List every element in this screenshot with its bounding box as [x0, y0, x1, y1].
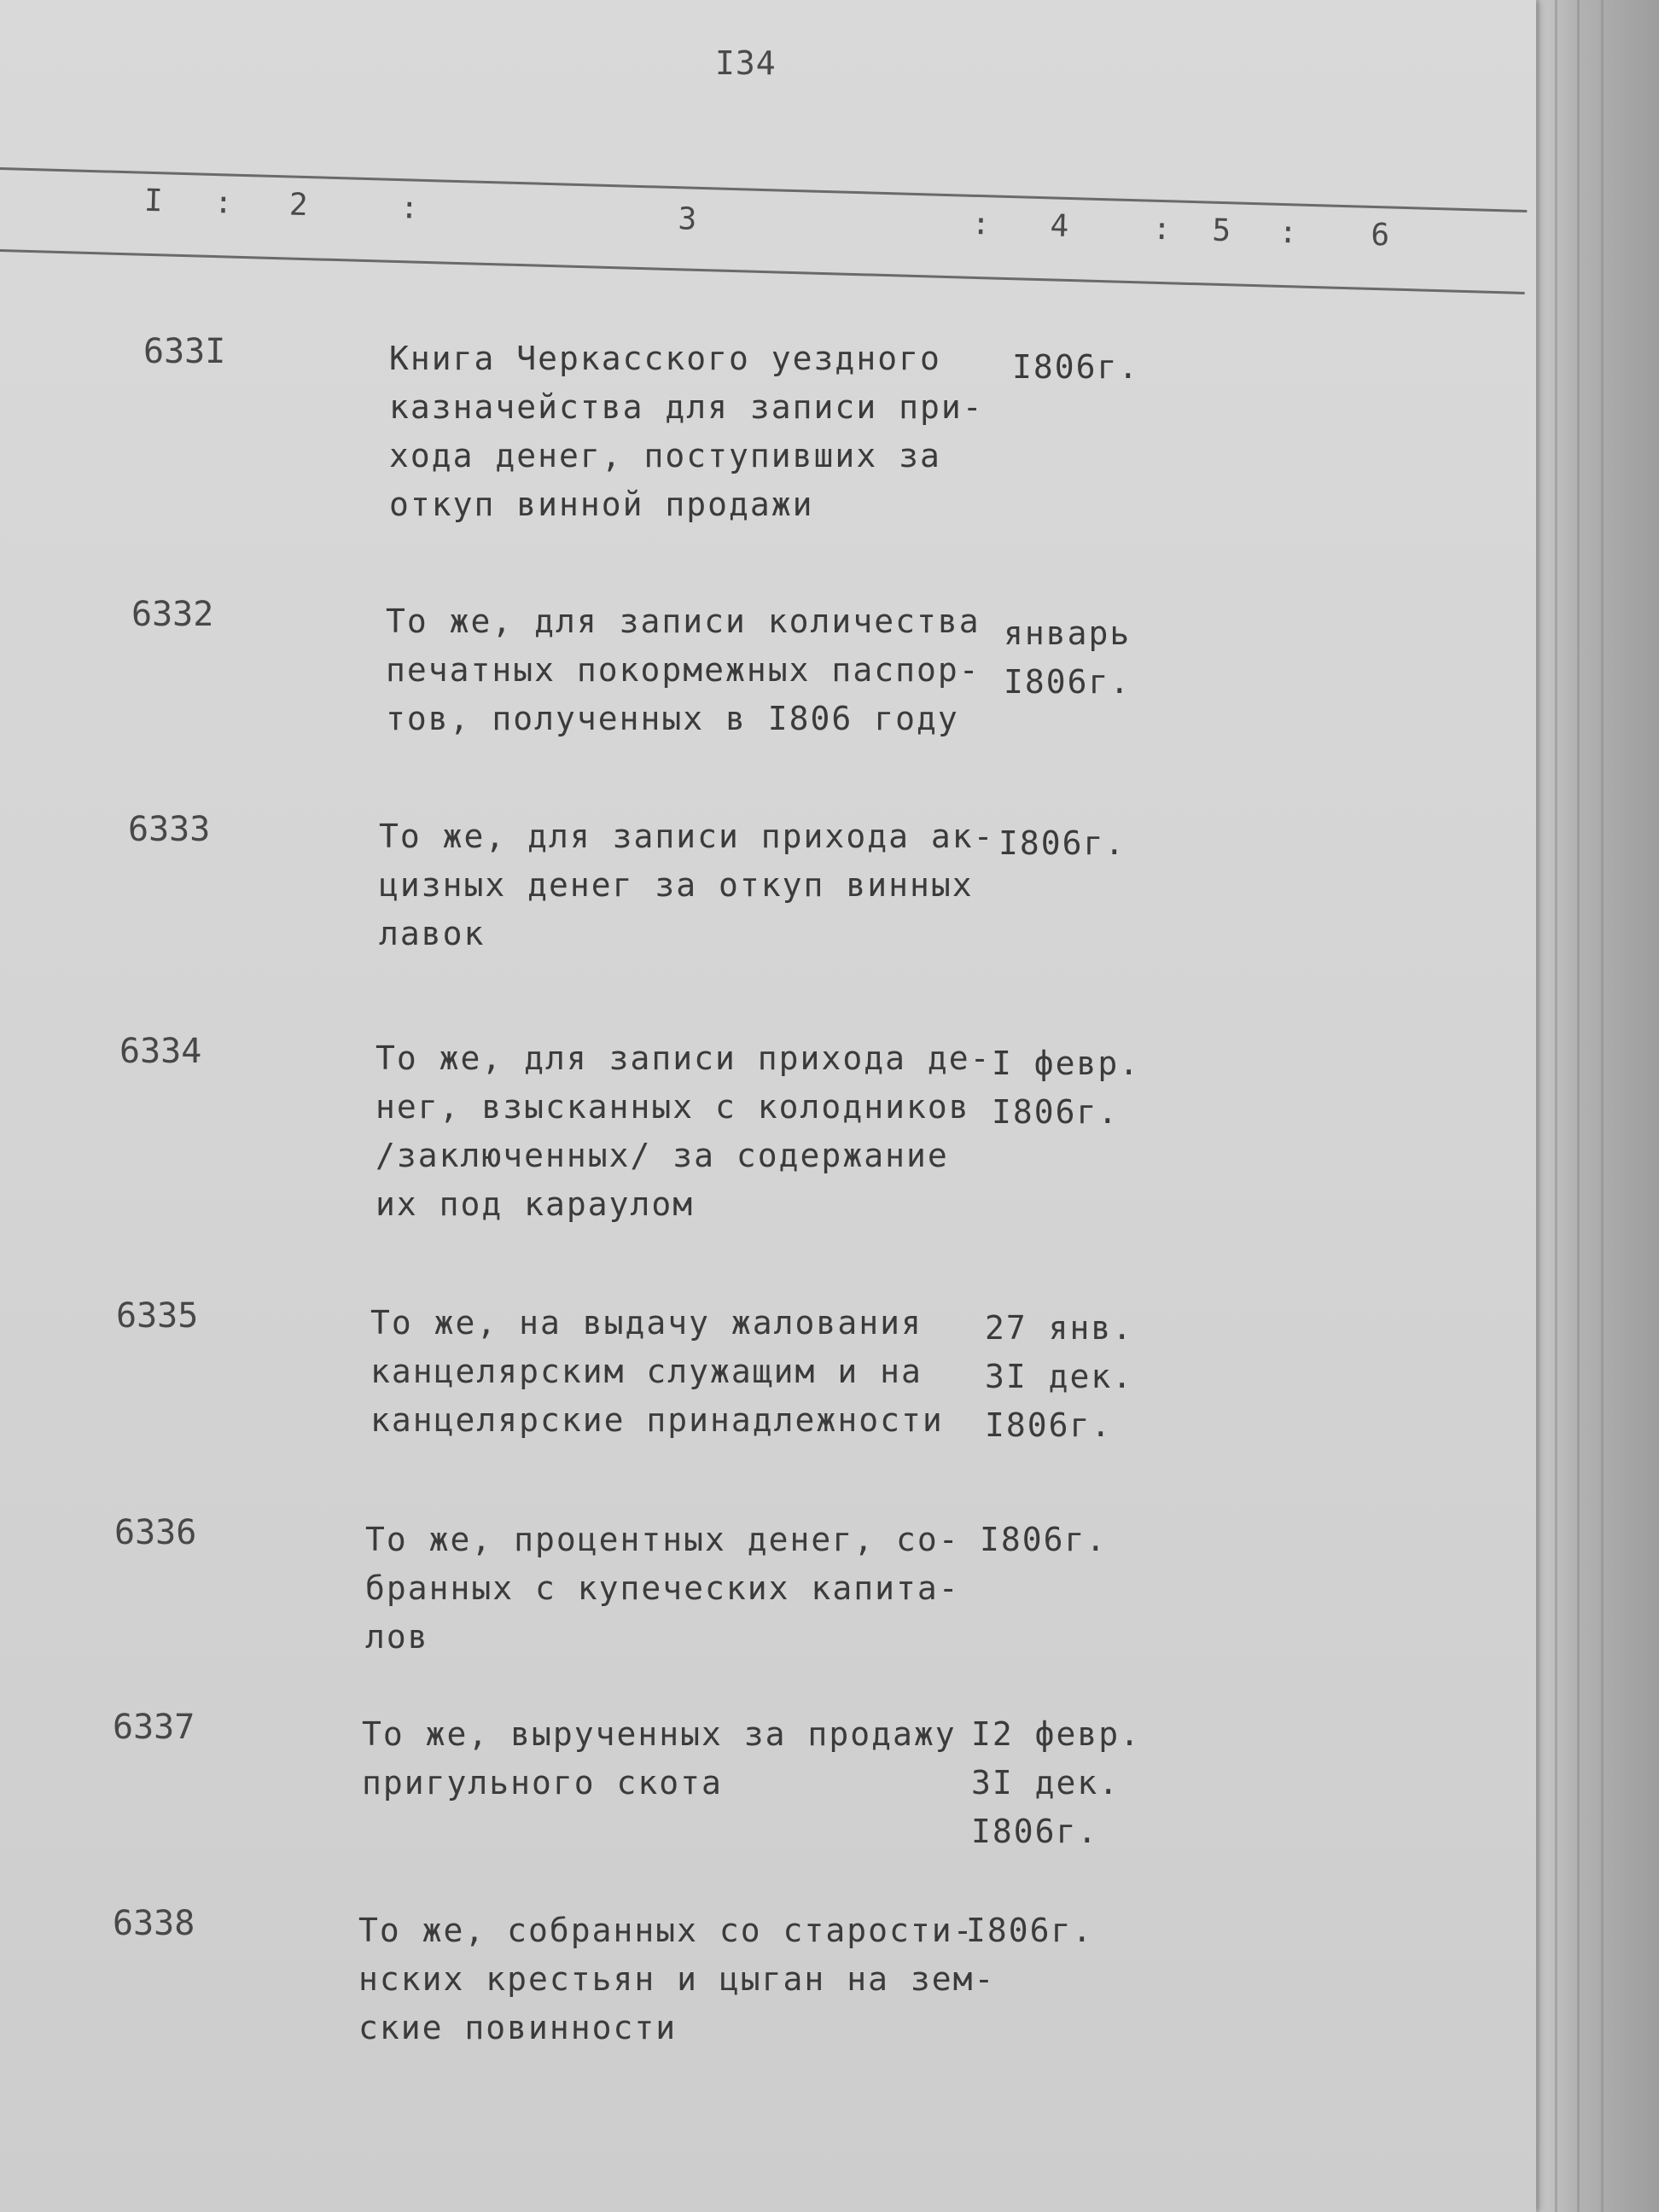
entry-number: 6335 — [116, 1296, 199, 1336]
description-line: То же, для записи прихода ак- — [379, 818, 995, 855]
description-line: лов — [365, 1618, 429, 1656]
description-line: То же, на выдачу жалования — [370, 1304, 923, 1342]
date-line: I806г. — [971, 1813, 1099, 1850]
entry-description — [379, 812, 993, 958]
date-line: 3I дек. — [971, 1764, 1121, 1802]
entry-number: 633I — [143, 332, 226, 371]
entry-date — [1012, 343, 1166, 392]
column-separator: : — [213, 185, 234, 221]
date-line: I806г. — [985, 1406, 1113, 1444]
description-line: бранных с купеческих капита- — [365, 1569, 960, 1607]
entry-date — [985, 1304, 1138, 1450]
column-separator: : — [1278, 214, 1298, 251]
column-header-1: I — [143, 183, 164, 219]
entry-date — [980, 1516, 1133, 1564]
description-line: их под караулом — [375, 1185, 695, 1223]
date-line: I806г. — [998, 824, 1126, 862]
description-line: лавок — [379, 915, 486, 952]
entry-date — [1004, 609, 1157, 707]
entry-date — [998, 819, 1152, 868]
date-line: 3I дек. — [985, 1358, 1134, 1395]
column-header-5: 5 — [1211, 212, 1231, 249]
description-line: хода денег, поступивших за — [389, 437, 941, 474]
entry-date — [966, 1906, 1120, 1955]
column-header-4: 4 — [1049, 208, 1069, 244]
entry-number: 6334 — [119, 1032, 202, 1071]
page-edge-line — [1577, 0, 1580, 2212]
page-edge-line — [1555, 0, 1557, 2212]
description-line: откуп винной продажи — [389, 486, 814, 523]
date-line: I806г. — [1012, 348, 1140, 386]
date-line: I806г. — [966, 1912, 1094, 1949]
column-separator: : — [971, 206, 991, 242]
description-line: нских крестьян и цыган на зем- — [358, 1960, 996, 1998]
entry-description — [358, 1906, 996, 2052]
entry-date — [971, 1710, 1142, 1856]
description-line: пригульного скота — [362, 1764, 723, 1802]
page-number: I34 — [715, 44, 777, 82]
entry-number: 6336 — [114, 1513, 197, 1552]
description-line: ские повинности — [358, 2009, 678, 2046]
description-line: /заключенных/ за содержание — [375, 1137, 949, 1174]
entry-number: 6338 — [113, 1904, 195, 1943]
date-line: I февр. — [992, 1045, 1141, 1082]
entry-description — [370, 1299, 985, 1445]
page-edge-line — [1601, 0, 1604, 2212]
entry-description — [389, 335, 1004, 529]
description-line: нег, взысканных с колодников — [375, 1088, 970, 1126]
description-line: То же, процентных денег, со- — [365, 1521, 960, 1558]
entry-number: 6332 — [131, 595, 214, 634]
column-header-2: 2 — [288, 187, 309, 224]
date-line: I806г. — [980, 1521, 1108, 1558]
entry-description — [375, 1034, 990, 1229]
description-line: печатных покормежных паспор- — [386, 651, 981, 689]
entry-number: 6337 — [113, 1708, 195, 1747]
column-header-3: 3 — [678, 201, 697, 237]
description-line: То же, собранных со старости- — [358, 1912, 975, 1949]
entry-number: 6333 — [128, 810, 211, 849]
entry-description — [386, 597, 1000, 743]
description-line: канцелярские принадлежности — [370, 1401, 944, 1439]
description-line: тов, полученных в I806 году — [386, 700, 959, 737]
entry-description — [362, 1710, 976, 1807]
date-line: 27 янв. — [985, 1309, 1134, 1347]
description-line: То же, для записи прихода де- — [375, 1039, 992, 1077]
description-line: То же, вырученных за продажу — [362, 1715, 957, 1753]
column-separator: : — [1151, 211, 1172, 247]
description-line: канцелярским служащим и на — [370, 1353, 923, 1390]
entry-date — [992, 1039, 1145, 1137]
description-line: Книга Черкасского уездного — [389, 340, 941, 377]
description-line: То же, для записи количества — [386, 602, 981, 640]
description-line: цизных денег за откуп винных — [379, 866, 974, 904]
date-line: I806г. — [1004, 663, 1132, 701]
date-line: I2 февр. — [971, 1715, 1142, 1753]
entry-description — [365, 1516, 980, 1662]
date-line: I806г. — [992, 1093, 1120, 1131]
column-header-6: 6 — [1370, 217, 1390, 253]
date-line: январь — [1004, 614, 1132, 652]
stacked-page-edges — [1540, 0, 1659, 2212]
column-separator: : — [399, 190, 420, 226]
description-line: казначейства для записи при- — [389, 388, 984, 426]
